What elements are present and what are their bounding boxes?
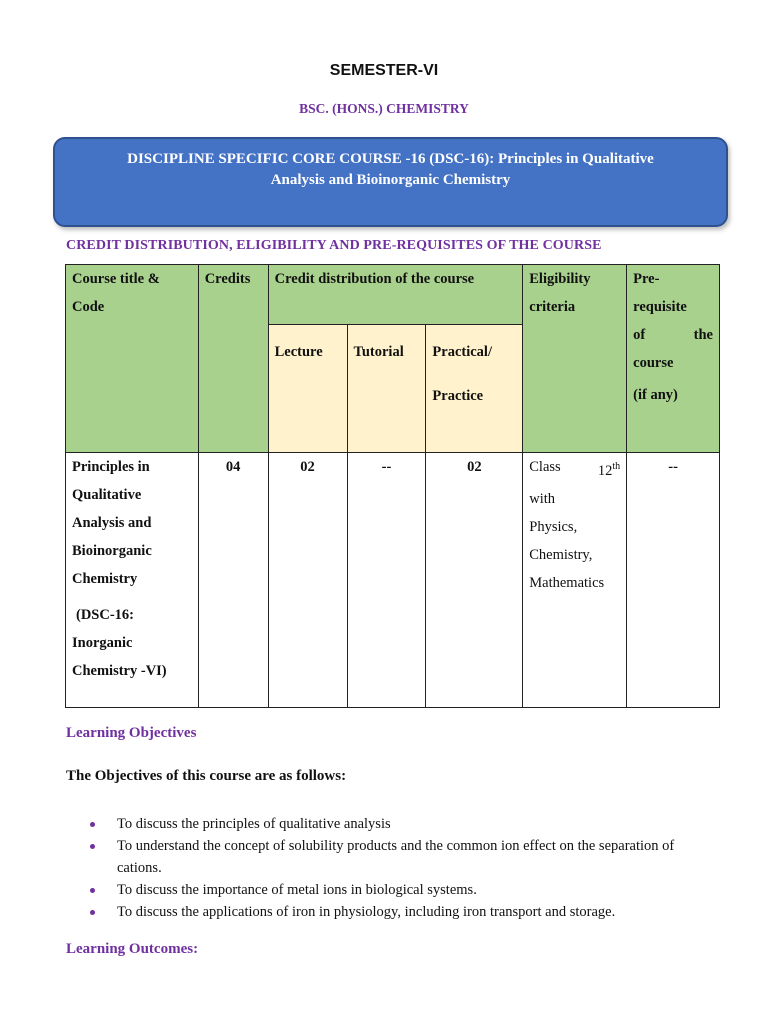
table-header-row: [66, 265, 720, 325]
header-prereq-c1: of: [633, 327, 646, 343]
header-prereq-c: [633, 321, 713, 349]
header-prereq-c2: the: [693, 327, 713, 343]
learning-outcomes-heading: Learning Outcomes:: [66, 941, 199, 957]
header-credit-distribution-label: Credit distribution of the course: [274, 271, 475, 287]
list-item: To understand the concept of solubility products and the common ion effect on the separation of cations.: [90, 835, 715, 879]
header-practical-b: Practice: [432, 388, 484, 404]
cell-credits: [198, 453, 268, 708]
cell-eligibility: [523, 453, 627, 708]
course-code-line: Chemistry -VI): [72, 663, 167, 679]
header-lecture: [268, 325, 347, 453]
header-prereq-b: requisite: [633, 299, 687, 315]
objectives-list: [90, 813, 715, 923]
lecture-value: 02: [300, 459, 315, 475]
objectives-intro: The Objectives of this course are as follows:: [66, 768, 347, 784]
header-credit-distribution: [268, 265, 523, 325]
programme-title: BSC. (HONS.) CHEMISTRY: [299, 101, 469, 116]
course-code-line: Inorganic: [72, 635, 133, 651]
eligibility-line: Mathematics: [529, 574, 605, 591]
header-prerequisite: [627, 265, 720, 453]
tutorial-value: --: [381, 459, 392, 475]
eligibility-class-line: [529, 453, 620, 485]
eligibility-line: with: [529, 490, 556, 507]
course-title-line: Chemistry: [72, 571, 138, 587]
course-title-line: Analysis and: [72, 515, 152, 531]
header-prereq-a: Pre-: [633, 271, 660, 287]
cell-lecture: [268, 453, 347, 708]
list-item: To discuss the importance of metal ions in biological systems.: [90, 879, 715, 901]
header-practical-a: Practical/: [432, 344, 492, 360]
banner-line-1: DISCIPLINE SPECIFIC CORE COURSE -16 (DSC-16): Principles in Qualitative: [127, 151, 654, 167]
table-row: [66, 453, 720, 708]
eligibility-line: Physics,: [529, 518, 578, 535]
cell-course-title: [66, 453, 199, 708]
course-title-line: Principles in: [72, 459, 150, 475]
practical-value: 02: [467, 459, 482, 475]
course-title-banner: [53, 137, 728, 227]
header-eligibility: [523, 265, 627, 453]
eligibility-grade: [598, 453, 620, 485]
cell-prerequisite: [627, 453, 720, 708]
header-credits: [198, 265, 268, 453]
banner-line-2: Analysis and Bioinorganic Chemistry: [270, 172, 511, 188]
header-tutorial: [347, 325, 426, 453]
header-tutorial-label: Tutorial: [353, 344, 404, 360]
list-item: To discuss the applications of iron in physiology, including iron transport and storage.: [90, 901, 715, 923]
credit-distribution-heading: CREDIT DISTRIBUTION, ELIGIBILITY AND PRE-REQUISITES OF THE COURSE: [66, 238, 602, 253]
header-prereq-e: (if any): [633, 387, 678, 403]
header-eligibility-b: criteria: [529, 299, 576, 315]
cell-tutorial: [347, 453, 426, 708]
prerequisite-value: --: [668, 459, 678, 475]
course-title-line: Bioinorganic: [72, 543, 152, 559]
credits-value: 04: [225, 459, 241, 475]
eligibility-line: Chemistry,: [529, 546, 593, 563]
learning-objectives-heading: Learning Objectives: [66, 725, 197, 741]
header-course-title-a: Course title &: [72, 271, 160, 287]
cell-practical: [426, 453, 523, 708]
eligibility-grade-number: 12: [597, 462, 613, 479]
credit-distribution-table: [65, 264, 720, 708]
header-course-title-b: Code: [72, 299, 105, 315]
eligibility-grade-suffix: th: [612, 461, 621, 472]
eligibility-class: Class: [529, 459, 561, 475]
semester-title: SEMESTER-VI: [329, 62, 439, 79]
header-eligibility-a: Eligibility: [529, 271, 591, 287]
header-course-title: [66, 265, 199, 453]
course-title-line: Qualitative: [72, 487, 142, 503]
list-item: To discuss the principles of qualitative analysis: [90, 813, 715, 835]
header-lecture-label: Lecture: [274, 344, 323, 360]
header-prereq-d: course: [633, 355, 674, 371]
header-credits-label: Credits: [204, 271, 251, 287]
header-practical: [426, 325, 523, 453]
course-code-line: (DSC-16:: [76, 607, 134, 623]
